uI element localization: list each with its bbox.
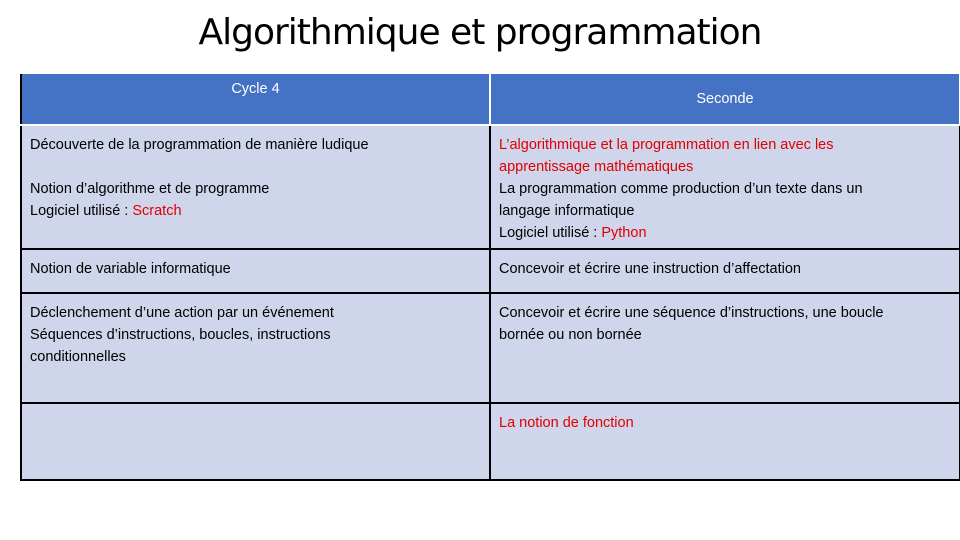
cell-line: bornée ou non bornée bbox=[499, 327, 642, 343]
software-line bbox=[30, 200, 481, 222]
cell-line: Concevoir et écrire une séquence d’instructions, une boucle bbox=[499, 305, 884, 321]
table-header-row bbox=[21, 73, 960, 125]
software-label: Logiciel utilisé : bbox=[499, 225, 602, 241]
cell-seconde-intro bbox=[490, 125, 960, 249]
cell-line: Séquences d’instructions, boucles, instructions bbox=[30, 327, 331, 343]
cell-line: Notion de variable informatique bbox=[30, 261, 231, 277]
page-title: Algorithmique et programmation bbox=[198, 12, 762, 53]
cell-line: La programmation comme production d’un texte dans un bbox=[499, 181, 863, 197]
cell-seconde-affectation bbox=[490, 249, 960, 293]
cell-cycle4-empty bbox=[21, 403, 490, 480]
table-row bbox=[21, 293, 960, 403]
table-row bbox=[21, 249, 960, 293]
cell-line: Notion d’algorithme et de programme bbox=[30, 181, 270, 197]
cell-cycle4-variable bbox=[21, 249, 490, 293]
cell-cycle4-events bbox=[21, 293, 490, 403]
cell-line-highlight: La notion de fonction bbox=[499, 415, 634, 431]
cell-seconde-loops bbox=[490, 293, 960, 403]
table-row bbox=[21, 403, 960, 480]
cell-cycle4-intro bbox=[21, 125, 490, 249]
comparison-table bbox=[20, 72, 960, 481]
header-seconde: Seconde bbox=[490, 73, 960, 125]
table-row bbox=[21, 125, 960, 249]
software-line bbox=[499, 222, 951, 244]
header-cycle4: Cycle 4 bbox=[21, 73, 490, 125]
cell-seconde-functions bbox=[490, 403, 960, 480]
software-python: Python bbox=[601, 225, 647, 241]
cell-line: Concevoir et écrire une instruction d’affectation bbox=[499, 261, 801, 277]
cell-line: Découverte de la programmation de manière ludique bbox=[30, 137, 369, 153]
software-label: Logiciel utilisé : bbox=[30, 203, 133, 219]
cell-gap bbox=[30, 156, 481, 178]
cell-line: Déclenchement d’une action par un événement bbox=[30, 305, 334, 321]
cell-line-highlight: L’algorithmique et la programmation en lien avec les bbox=[499, 137, 834, 153]
cell-line: langage informatique bbox=[499, 203, 635, 219]
cell-line: conditionnelles bbox=[30, 349, 126, 365]
cell-line-highlight: apprentissage mathématiques bbox=[499, 159, 694, 175]
software-scratch: Scratch bbox=[132, 203, 182, 219]
